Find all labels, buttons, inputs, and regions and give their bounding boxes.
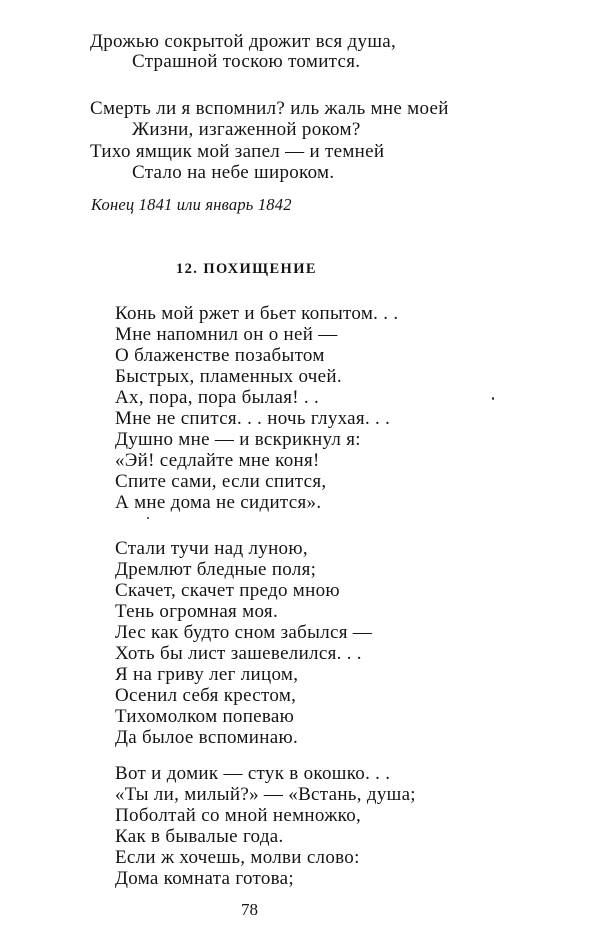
verse-line: Дрожью сокрытой дрожит вся душа,	[90, 31, 397, 52]
verse-line: Тихомолком попеваю	[115, 706, 295, 727]
verse-line: А мне дома не сидится».	[115, 492, 322, 513]
print-speck	[492, 397, 494, 400]
verse-line: Мне не спится. . . ночь глухая. . .	[115, 408, 391, 429]
verse-line: Скачет, скачет предо мною	[115, 580, 340, 601]
verse-line: Дремлют бледные поля;	[115, 559, 317, 580]
verse-line: Как в бывалые года.	[115, 826, 284, 847]
verse-line: Страшной тоскою томится.	[132, 51, 361, 72]
poem-date: Конец 1841 или январь 1842	[91, 195, 292, 214]
verse-line: Если ж хочешь, молви слово:	[115, 847, 360, 868]
verse-line: Ах, пора, пора былая! . .	[115, 387, 320, 408]
verse-line: Стало на небе широком.	[132, 162, 335, 183]
verse-line: Жизни, изгаженной роком?	[132, 119, 361, 140]
verse-line: Поболтай со мной немножко,	[115, 805, 362, 826]
verse-line: Тихо ямщик мой запел — и темней	[90, 141, 385, 162]
print-speck	[147, 517, 149, 519]
verse-line: Конь мой ржет и бьет копытом. . .	[115, 303, 399, 324]
verse-line: Мне напомнил он о ней —	[115, 324, 338, 345]
verse-line: «Ты ли, милый?» — «Встань, душа;	[115, 784, 416, 805]
verse-line: Хоть бы лист зашевелился. . .	[115, 643, 362, 664]
poem-title: 12. ПОХИЩЕНИЕ	[176, 261, 317, 277]
verse-line: Стали тучи над луною,	[115, 538, 308, 559]
verse-line: О блаженстве позабытом	[115, 345, 325, 366]
verse-line: Дома комната готова;	[115, 868, 294, 889]
verse-line: Быстрых, пламенных очей.	[115, 366, 342, 387]
verse-line: Тень огромная моя.	[115, 601, 278, 622]
verse-line: Спите сами, если спится,	[115, 471, 327, 492]
verse-line: Вот и домик — стук в окошко. . .	[115, 763, 391, 784]
verse-line: Смерть ли я вспомнил? иль жаль мне моей	[90, 98, 449, 119]
verse-line: Да былое вспоминаю.	[115, 727, 299, 748]
verse-line: Душно мне — и вскрикнул я:	[115, 429, 361, 450]
verse-line: «Эй! седлайте мне коня!	[115, 450, 320, 471]
verse-line: Я на гриву лег лицом,	[115, 664, 299, 685]
page-number: 78	[241, 900, 258, 919]
verse-line: Лес как будто сном забылся —	[115, 622, 373, 643]
verse-line: Осенил себя крестом,	[115, 685, 297, 706]
